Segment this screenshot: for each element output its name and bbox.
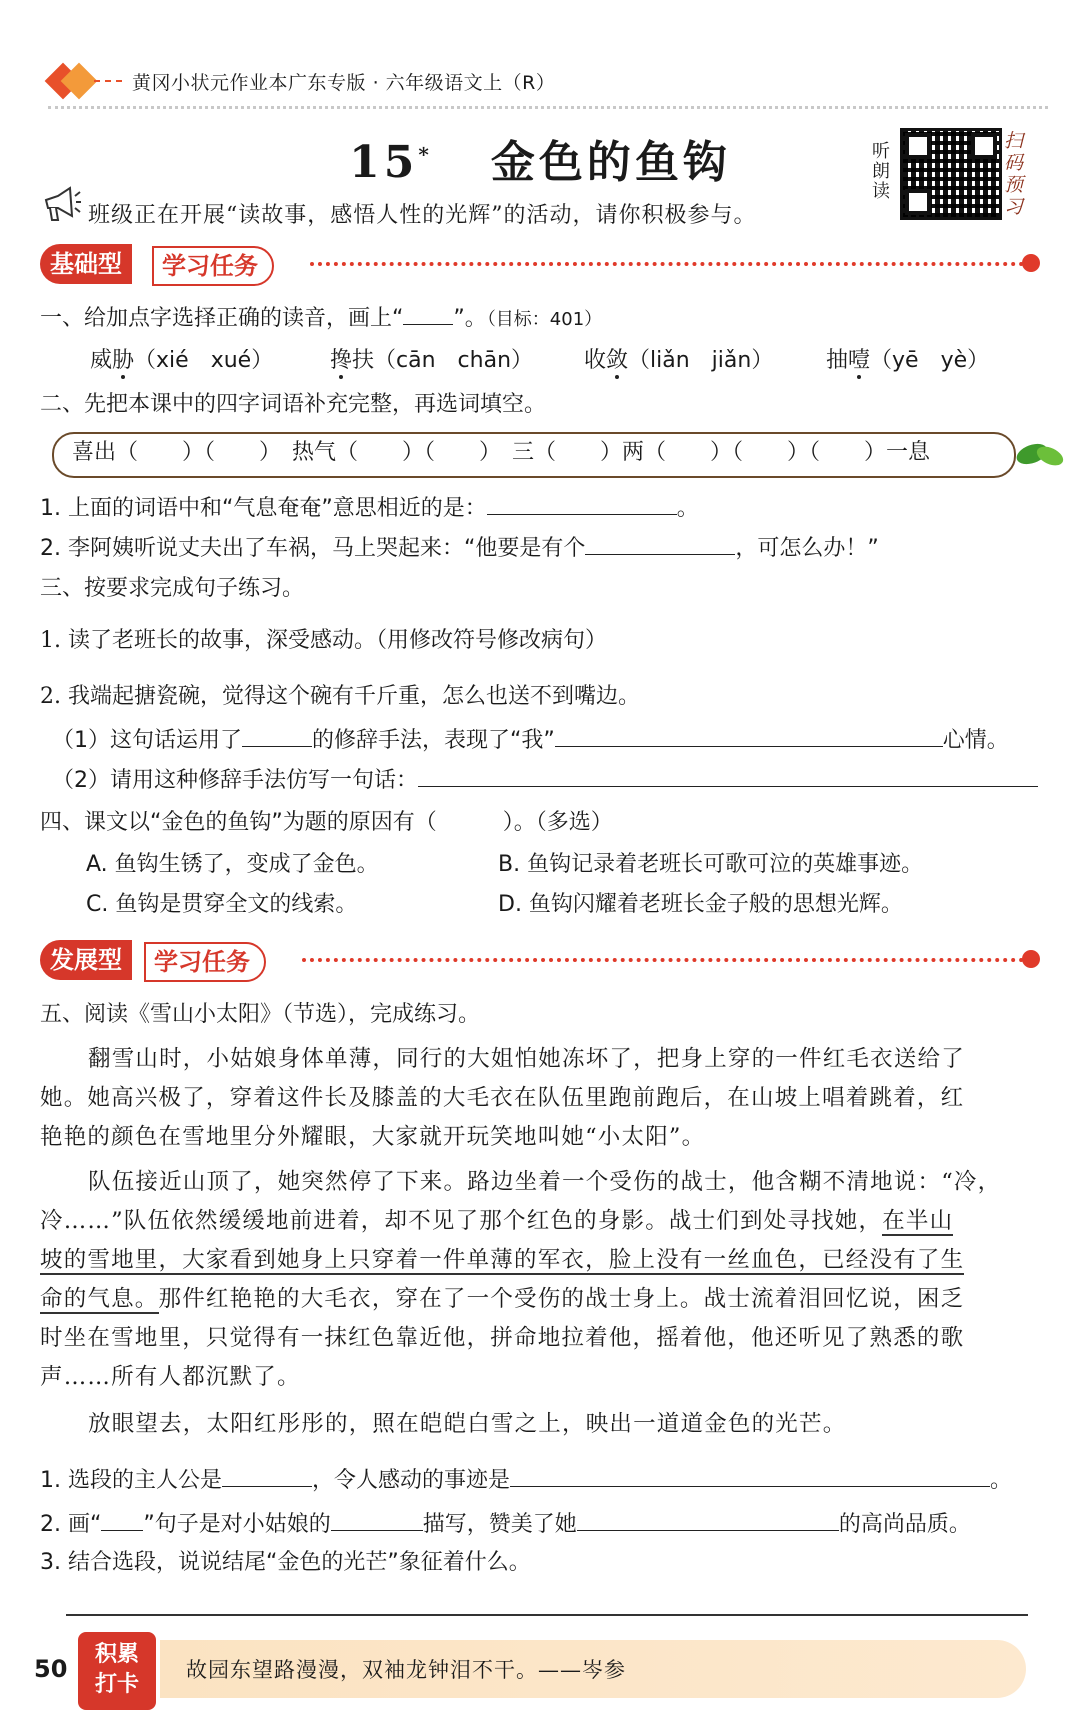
intro-text: 班级正在开展“读故事，感悟人性的光辉”的活动，请你积极参与。 [88, 203, 757, 228]
qr-right-label: 扫码预习 [1004, 130, 1024, 218]
q2-sub1: 1. 上面的词语中和“气息奄奄”意思相近的是： 。 [40, 492, 699, 524]
underlined-sentence: 坡的雪地里，大家看到她身上只穿着一件单薄的军衣，脸上没有一丝血色，已经没有了生 [40, 1247, 965, 1273]
section-label: 学习任务 [144, 942, 266, 982]
page-title: 15* 金色的鱼钩 [349, 137, 731, 188]
q2-stem: 二、先把本课中的四字词语补充完整，再选词填空。 [40, 392, 547, 417]
leaf-icon [1014, 440, 1066, 468]
passage-line: 她。她高兴极了，穿着这件长及膝盖的大毛衣在队伍里跑前跑后，在山坡上唱着跳着，红 [40, 1085, 965, 1111]
q5-a3: 3. 结合选段，说说结尾“金色的光芒”象征着什么。 [40, 1550, 531, 1575]
qr-left-label: 听朗读 [872, 141, 890, 202]
section-banner-basic [40, 244, 1040, 284]
q3-s2a: （1）这句话运用了 的修辞手法，表现了“我” 心情。 [52, 724, 1009, 756]
q5-a1: 1. 选段的主人公是 ，令人感动的事迹是 。 [40, 1464, 1012, 1496]
underlined-sentence: 命的气息。 [40, 1286, 159, 1312]
q4-option-b[interactable]: B. 鱼钩记录着老班长可歌可泣的英雄事迹。 [498, 852, 924, 877]
q4-option-c[interactable]: C. 鱼钩是贯穿全文的线索。 [86, 892, 358, 917]
passage-line: 冷……”队伍依然缓缓地前进着，却不见了那个红色的身影。战士们到处寻找她，在半山 [40, 1208, 954, 1234]
passage-line: 命的气息。那件红艳艳的大毛衣，穿在了一个受伤的战士身上。战士流着泪回忆说，困乏 [40, 1286, 965, 1312]
passage-line: 翻雪山时，小姑娘身体单薄，同行的大姐怕她冻坏了，把身上穿的一件红毛衣送给了 [88, 1046, 965, 1072]
footer-quote: 故园东望路漫漫，双袖龙钟泪不干。——岑参 [186, 1658, 626, 1682]
underlined-sentence: 在半山 [882, 1208, 954, 1234]
reading-passage [40, 1040, 1042, 1444]
q2-sub2: 2. 李阿姨听说丈夫出了车祸，马上哭起来：“他要是有个 ，可怎么办！” [40, 532, 879, 564]
page-number: 50 [34, 1655, 68, 1683]
q3-s1: 1. 读了老班长的故事，深受感动。（用修改符号修改病句） [40, 628, 607, 653]
section-label: 学习任务 [152, 246, 274, 286]
section-banner-development [40, 940, 1040, 980]
passage-line [40, 1241, 1042, 1280]
q3-stem: 三、按要求完成句子练习。 [40, 576, 305, 601]
q5-a2: 2. 画“ ”句子是对小姑娘的 描写，赞美了她 的高尚品质。 [40, 1508, 971, 1540]
q1-item[interactable]: 抽噎（yē yè） [826, 348, 990, 373]
megaphone-icon [40, 186, 82, 224]
header-title: 黄冈小状元作业本广东专版 · 六年级语文上（R） [132, 72, 556, 94]
header-logo [46, 66, 126, 96]
section-tag: 基础型 [40, 244, 132, 284]
answer-line[interactable] [66, 1614, 1028, 1616]
q4-stem: 四、课文以“金色的鱼钩”为题的原因有（ ）。（多选） [40, 810, 613, 835]
word-box-text[interactable]: 喜出（ ）（ ） 热气（ ）（ ） 三（ ）两（ ）（ ）（ ）一息 [72, 440, 931, 465]
section-tag: 发展型 [40, 940, 132, 980]
q4-option-a[interactable]: A. 鱼钩生锈了，变成了金色。 [86, 852, 379, 877]
qr-code-icon[interactable] [900, 128, 1002, 220]
q1-item[interactable]: 搀扶（cān chān） [330, 348, 534, 373]
header-divider [48, 106, 1048, 109]
dash-line [94, 80, 122, 82]
q1-stem: 一、给加点字选择正确的读音，画上“ ”。（目标：401） [40, 302, 602, 335]
passage-line: 放眼望去，太阳红彤彤的，照在皑皑白雪之上，映出一道道金色的光芒。 [88, 1411, 847, 1437]
q1-item[interactable]: 收敛（liǎn jiǎn） [584, 348, 774, 373]
banner-end-dot [1022, 950, 1040, 968]
passage-line: 队伍接近山顶了，她突然停了下来。路边坐着一个受伤的战士，他含糊不清地说：“冷， [88, 1169, 1002, 1195]
q3-s2b: （2）请用这种修辞手法仿写一句话： [52, 764, 1038, 796]
banner-end-dot [1022, 254, 1040, 272]
passage-line: 声……所有人都沉默了。 [40, 1364, 301, 1390]
passage-line: 时坐在雪地里，只觉得有一抹红色靠近他，拼命地拉着他，摇着他，他还听见了熟悉的歌 [40, 1325, 965, 1351]
q4-option-d[interactable]: D. 鱼钩闪耀着老班长金子般的思想光辉。 [498, 892, 903, 917]
q3-s2: 2. 我端起搪瓷碗，觉得这个碗有千斤重，怎么也送不到嘴边。 [40, 684, 640, 709]
accumulate-tag: 积累 打卡 [78, 1632, 156, 1710]
q5-stem: 五、阅读《雪山小太阳》（节选），完成练习。 [40, 1002, 481, 1027]
passage-line: 艳艳的颜色在雪地里分外耀眼，大家就开玩笑地叫她“小太阳”。 [40, 1124, 706, 1150]
q1-item[interactable]: 威胁（xié xué） [90, 348, 274, 373]
